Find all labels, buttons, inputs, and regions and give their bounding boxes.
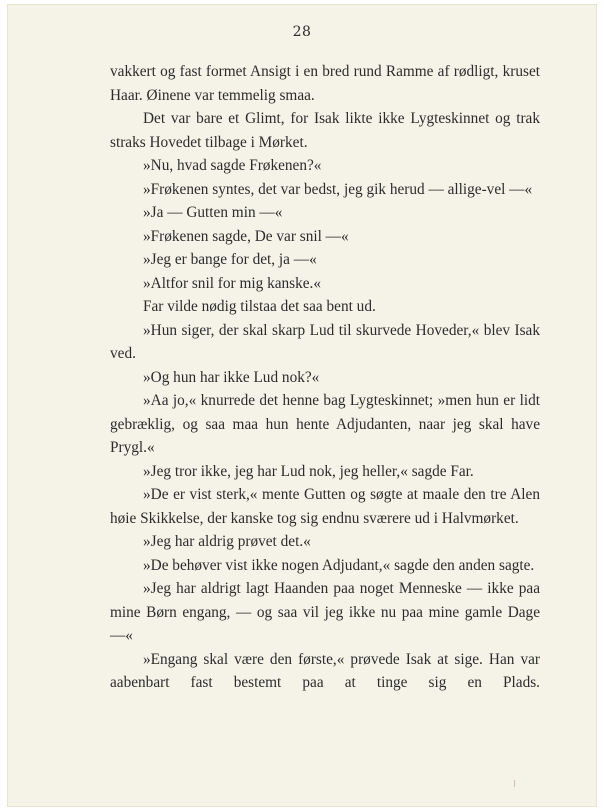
paragraph: vakkert og fast formet Ansigt i en bred rund Ramme af rødligt, kruset Haar. Øinene var temmelig smaa. [110, 63, 540, 104]
paragraph: »Frøkenen sagde, De var snil —« [143, 227, 349, 245]
paragraph: »Jeg er bange for det, ja —« [143, 251, 317, 268]
paragraph: »Ja — Gutten min —« [143, 204, 283, 221]
paragraph: »Og hun har ikke Lud nok?« [143, 368, 320, 386]
paragraph: »Hun siger, der skal skarp Lud til skurvede Hoveder,« blev Isak ved. [110, 321, 540, 362]
paragraph: »De er vist sterk,« mente Gutten og søgte at maale den tre Alen høie Skikkelse, der kanske tog sig endnu sværere ud i Halvmørket. [110, 486, 540, 527]
paragraph: »Jeg tror ikke, jeg har Lud nok, jeg heller,« sagde Far. [143, 462, 474, 480]
paragraph: Det var bare et Glimt, for Isak likte ikke Lygteskinnet og trak straks Hovedet tilbage i Mørket. [110, 110, 540, 151]
page-number: 28 [292, 24, 312, 40]
paragraph: »Aa jo,« knurrede det henne bag Lygteskinnet; »men hun er lidt gebræklig, og saa maa hun hente Adjudanten, naar jeg skal have Prygl.« [110, 392, 540, 456]
paragraph: »De behøver vist ikke nogen Adjudant,« sagde den anden sagte. [143, 556, 535, 574]
paragraph: Far vilde nødig tilstaa det saa bent ud. [143, 298, 376, 315]
paragraph: »Frøkenen syntes, det var bedst, jeg gik herud — allige-vel —« [143, 180, 533, 198]
paragraph: »Altfor snil for mig kanske.« [143, 274, 322, 292]
paragraph: »Jeg har aldrig prøvet det.« [143, 533, 311, 550]
paper-speck [514, 780, 515, 787]
body-text [110, 60, 540, 695]
paragraph: »Nu, hvad sagde Frøkenen?« [143, 157, 322, 174]
paragraph: »Engang skal være den første,« prøvede Isak at sige. Han var aabenbart fast bestemt paa at tinge sig en Plads. [110, 650, 540, 691]
paragraph: »Jeg har aldrigt lagt Haanden paa noget Menneske — ikke paa mine Børn engang, — og saa vil jeg ikke nu paa mine gamle Dage —« [110, 580, 540, 644]
